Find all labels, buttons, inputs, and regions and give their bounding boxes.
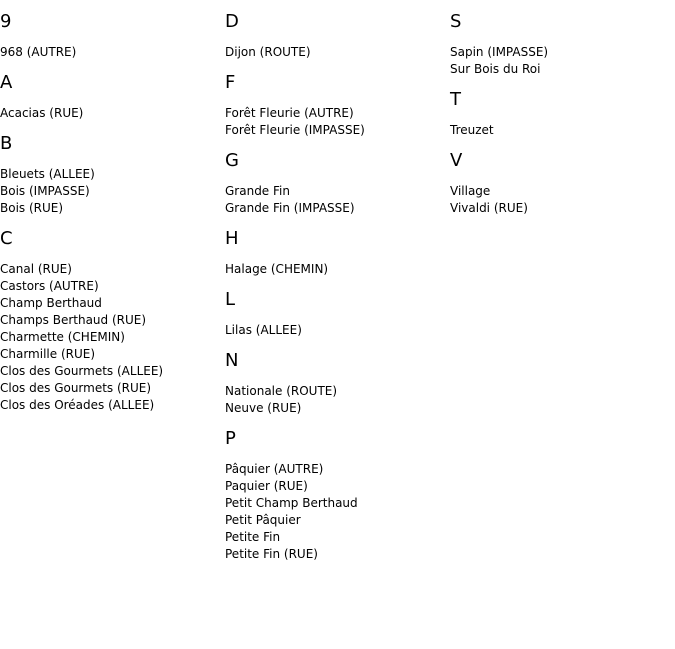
street-index-column-3: [450, 0, 675, 217]
letter-group-f: [225, 73, 450, 139]
street-list: [225, 461, 450, 563]
letter-group-t: [450, 90, 675, 139]
street-list: [225, 105, 450, 139]
street-index-column-2: [225, 0, 450, 563]
group-letter: S: [450, 11, 462, 32]
letter-group-p: [225, 429, 450, 563]
letter-group-d: [225, 12, 450, 61]
street-link[interactable]: Petit Champ Berthaud: [225, 496, 358, 510]
group-letter: 9: [0, 11, 12, 32]
letter-group-a: [0, 73, 225, 122]
street-link[interactable]: Neuve (RUE): [225, 401, 302, 415]
group-letter: P: [225, 428, 236, 449]
letter-group-v: [450, 151, 675, 217]
street-list: [0, 44, 225, 61]
group-letter: V: [450, 150, 463, 171]
street-link[interactable]: Treuzet: [450, 123, 494, 137]
street-link[interactable]: Champ Berthaud: [0, 296, 102, 310]
street-link[interactable]: Bois (IMPASSE): [0, 184, 90, 198]
street-link[interactable]: Champs Berthaud (RUE): [0, 313, 147, 327]
letter-group-9: [0, 12, 225, 61]
street-list: [0, 166, 225, 217]
street-list: [0, 261, 225, 414]
street-link[interactable]: Charmette (CHEMIN): [0, 330, 125, 344]
street-link[interactable]: Forêt Fleurie (IMPASSE): [225, 123, 365, 137]
street-link[interactable]: Paquier (RUE): [225, 479, 308, 493]
street-link[interactable]: Halage (CHEMIN): [225, 262, 329, 276]
street-link[interactable]: Petite Fin (RUE): [225, 547, 318, 561]
street-list: [225, 322, 450, 339]
group-letter: A: [0, 72, 13, 93]
street-list: [225, 261, 450, 278]
street-link[interactable]: Nationale (ROUTE): [225, 384, 338, 398]
group-letter: D: [225, 11, 239, 32]
street-link[interactable]: Pâquier (AUTRE): [225, 462, 324, 476]
street-index-column-1: [0, 0, 225, 414]
group-letter: F: [225, 72, 236, 93]
street-link[interactable]: Village: [450, 184, 491, 198]
street-link[interactable]: Clos des Gourmets (RUE): [0, 381, 152, 395]
group-letter: G: [225, 150, 239, 171]
letter-group-g: [225, 151, 450, 217]
street-link[interactable]: Clos des Gourmets (ALLEE): [0, 364, 164, 378]
street-link[interactable]: Vivaldi (RUE): [450, 201, 528, 215]
letter-group-h: [225, 229, 450, 278]
group-letter: T: [450, 89, 461, 110]
group-letter: B: [0, 133, 13, 154]
group-letter: N: [225, 350, 239, 371]
street-link[interactable]: Bois (RUE): [0, 201, 64, 215]
street-link[interactable]: Castors (AUTRE): [0, 279, 99, 293]
street-list: [450, 183, 675, 217]
street-link[interactable]: Petite Fin: [225, 530, 281, 544]
street-link[interactable]: Grande Fin (IMPASSE): [225, 201, 355, 215]
street-link[interactable]: Sur Bois du Roi: [450, 62, 541, 76]
letter-group-b: [0, 134, 225, 217]
street-link[interactable]: 968 (AUTRE): [0, 45, 77, 59]
street-list: [225, 383, 450, 417]
street-link[interactable]: Forêt Fleurie (AUTRE): [225, 106, 354, 120]
street-list: [450, 122, 675, 139]
street-link[interactable]: Canal (RUE): [0, 262, 72, 276]
street-link[interactable]: Grande Fin: [225, 184, 290, 198]
letter-group-s: [450, 12, 675, 78]
street-link[interactable]: Sapin (IMPASSE): [450, 45, 549, 59]
letter-group-n: [225, 351, 450, 417]
street-list: [0, 105, 225, 122]
group-letter: L: [225, 289, 236, 310]
street-link[interactable]: Clos des Oréades (ALLEE): [0, 398, 155, 412]
street-link[interactable]: Petit Pâquier: [225, 513, 301, 527]
street-list: [450, 44, 675, 78]
street-link[interactable]: Lilas (ALLEE): [225, 323, 302, 337]
street-link[interactable]: Bleuets (ALLEE): [0, 167, 95, 181]
street-list: [225, 183, 450, 217]
group-letter: H: [225, 228, 239, 249]
group-letter: C: [0, 228, 13, 249]
street-list: [225, 44, 450, 61]
letter-group-l: [225, 290, 450, 339]
street-link[interactable]: Acacias (RUE): [0, 106, 84, 120]
street-link[interactable]: Dijon (ROUTE): [225, 45, 311, 59]
letter-group-c: [0, 229, 225, 414]
street-link[interactable]: Charmille (RUE): [0, 347, 96, 361]
